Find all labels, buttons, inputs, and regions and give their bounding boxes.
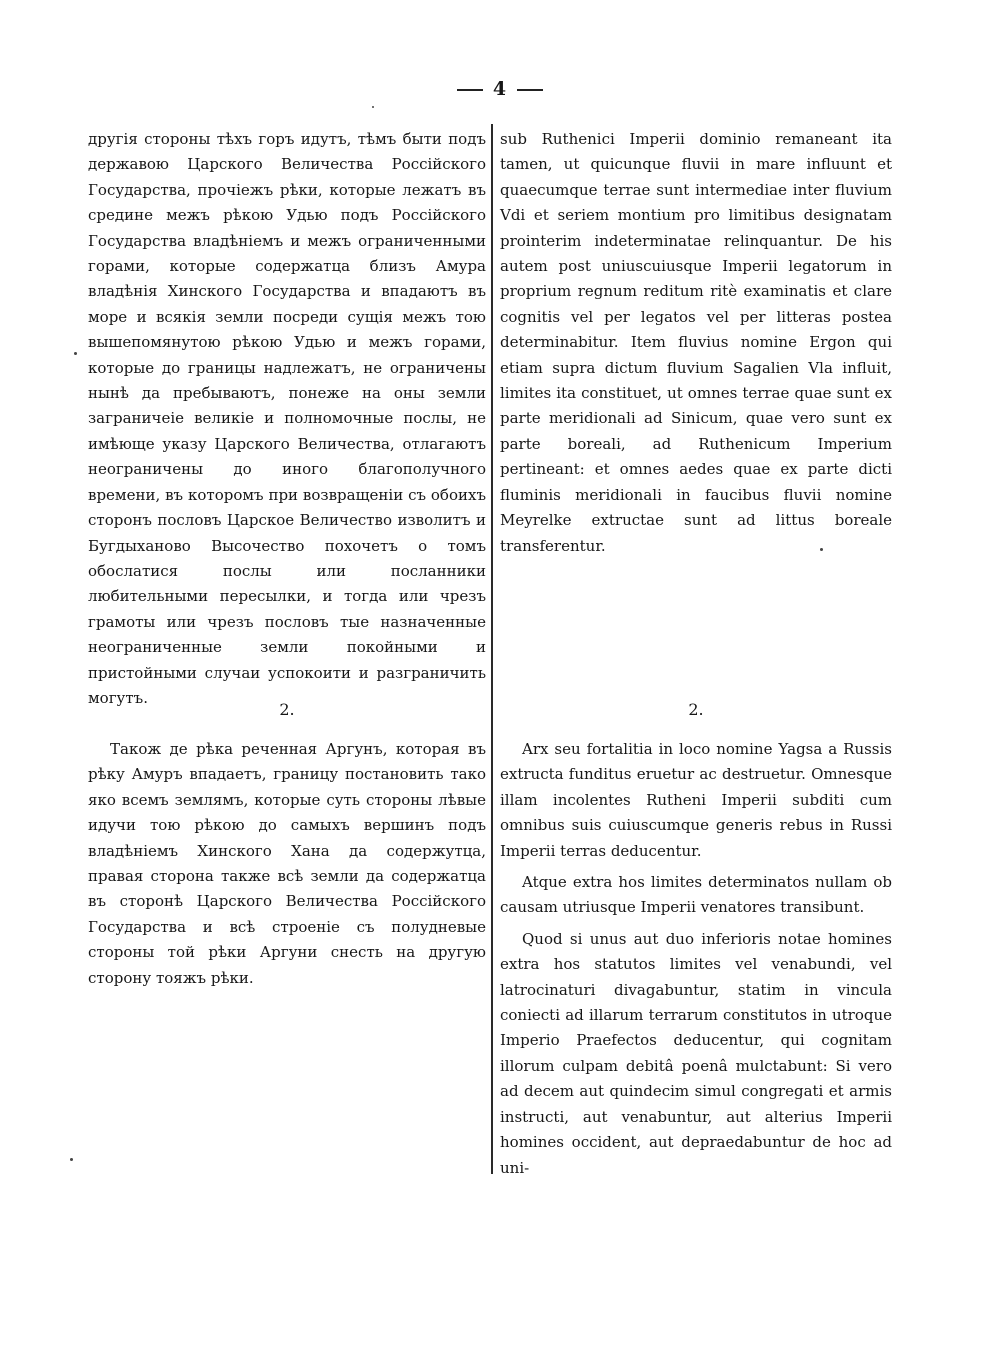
right-column-top	[500, 127, 892, 559]
right-section-2-paragraph-3: Quod si unus aut duo inferioris notae homines extra hos statutos limites vel venabundi, vel latrocinaturi divagabuntur, statim in vincula coniecti ad illarum terrarum constitutos in utroque Imperio Praefectos deducentur, qui cognitam illorum culpam debitâ poenâ mulctabunt: Si vero ad decem aut quindecim simul congregati et armis instructi, aut venabuntur, aut alterius Imperii homines occident, aut depraedabuntur de hoc ad uni-	[500, 929, 892, 1177]
right-section-number: 2.	[688, 700, 704, 719]
right-section-2-paragraph-1: Arx seu fortalitia in loco nomine Yagsa a Russis extructa funditus eruetur ac destruetur. Omnesque illam incolentes Rutheni Imperii subditi cum omnibus suis cuiuscumque generis rebus in Russi Imperii terras deducentur.	[500, 740, 892, 860]
column-divider	[491, 124, 493, 1174]
left-column-top	[88, 127, 486, 711]
scan-speck	[372, 106, 374, 108]
page-number	[0, 78, 1000, 100]
right-section-2-paragraph-2: Atque extra hos limites determinatos nullam ob causam utriusque Imperii venatores transibunt.	[500, 873, 892, 917]
left-section-number: 2.	[279, 700, 295, 719]
left-column-section-2	[88, 737, 486, 991]
right-column-section-2	[500, 737, 892, 1181]
scan-speck	[70, 1158, 73, 1161]
left-top-paragraph: другія стороны тѣхъ горъ идутъ, тѣмъ быти подъ державою Царского Величества Россійского Государства, прочіежъ рѣки, которые лежатъ въ средине межъ рѣкою Удью подъ Россійского Государства владѣніемъ и межъ ограниченными горами, которые содержатца близъ Амура владѣнія Хинского Государства и впадаютъ въ море и всякія земли посреди сущія межъ тою вышепомянутою рѣкою Удью и межъ горами, которые до границы надлежатъ, не ограничены нынѣ да пребываютъ, понеже на оны земли заграничеіе великіе и полномочные послы, не имѣюще указу Царского Величества, отлагаютъ неограничены до иного благополучного времени, въ которомъ при возвращеніи съ обоихъ сторонъ пословъ Царское Величество изволитъ и Бугдыханово Высочество похочетъ о томъ обослатися послы или посланники любительными пересылки, и тогда или чрезъ грамоты или чрезъ пословъ тые назначенные неограниченные земли покойными и пристойными случаи успокоити и разграничить могутъ.	[88, 130, 486, 707]
page-number-value: 4	[492, 78, 508, 100]
scan-speck	[74, 352, 77, 355]
right-top-paragraph: sub Ruthenici Imperii dominio remaneant ita tamen, ut quicunque fluvii in mare influunt et quaecumque terrae sunt intermediae inter fluvium Vdi et seriem montium pro limitibus designatam prointerim indeterminatae relinquantur. De his autem post uniuscuiusque Imperii legatorum in proprium regnum reditum ritè examinatis et clare cognitis vel per legatos vel per litteras postea determinabitur. Item fluvius nomine Ergon qui etiam supra dictum fluvium Sagalien Vla influit, limites ita constituet, ut omnes terrae quae sunt ex parte meridionali ad Sinicum, quae vero sunt ex parte boreali, ad Ruthenicum Imperium pertineant: et omnes aedes quae ex parte dicti fluminis meridionali in faucibus fluvii nomine Meyrelke extructae sunt ad littus boreale transferentur.	[500, 130, 892, 555]
page-number-dash-right	[517, 89, 543, 91]
scan-speck	[820, 548, 823, 551]
left-section-2-paragraph: Також де рѣка реченная Аргунъ, которая въ рѣку Амуръ впадаетъ, границу постановить тако яко всемъ землямъ, которые суть стороны лѣвые идучи тою рѣкою до самыхъ вершинъ подъ владѣніемъ Хинского Хана да содержутца, правая сторона также всѣ земли да содержатца въ сторонѣ Царского Величества Россійского Государства и всѣ строеніе съ полудневые стороны той рѣки Аргуни снесть на другую сторону тояжъ рѣки.	[88, 740, 486, 987]
page-number-dash-left	[457, 89, 483, 91]
